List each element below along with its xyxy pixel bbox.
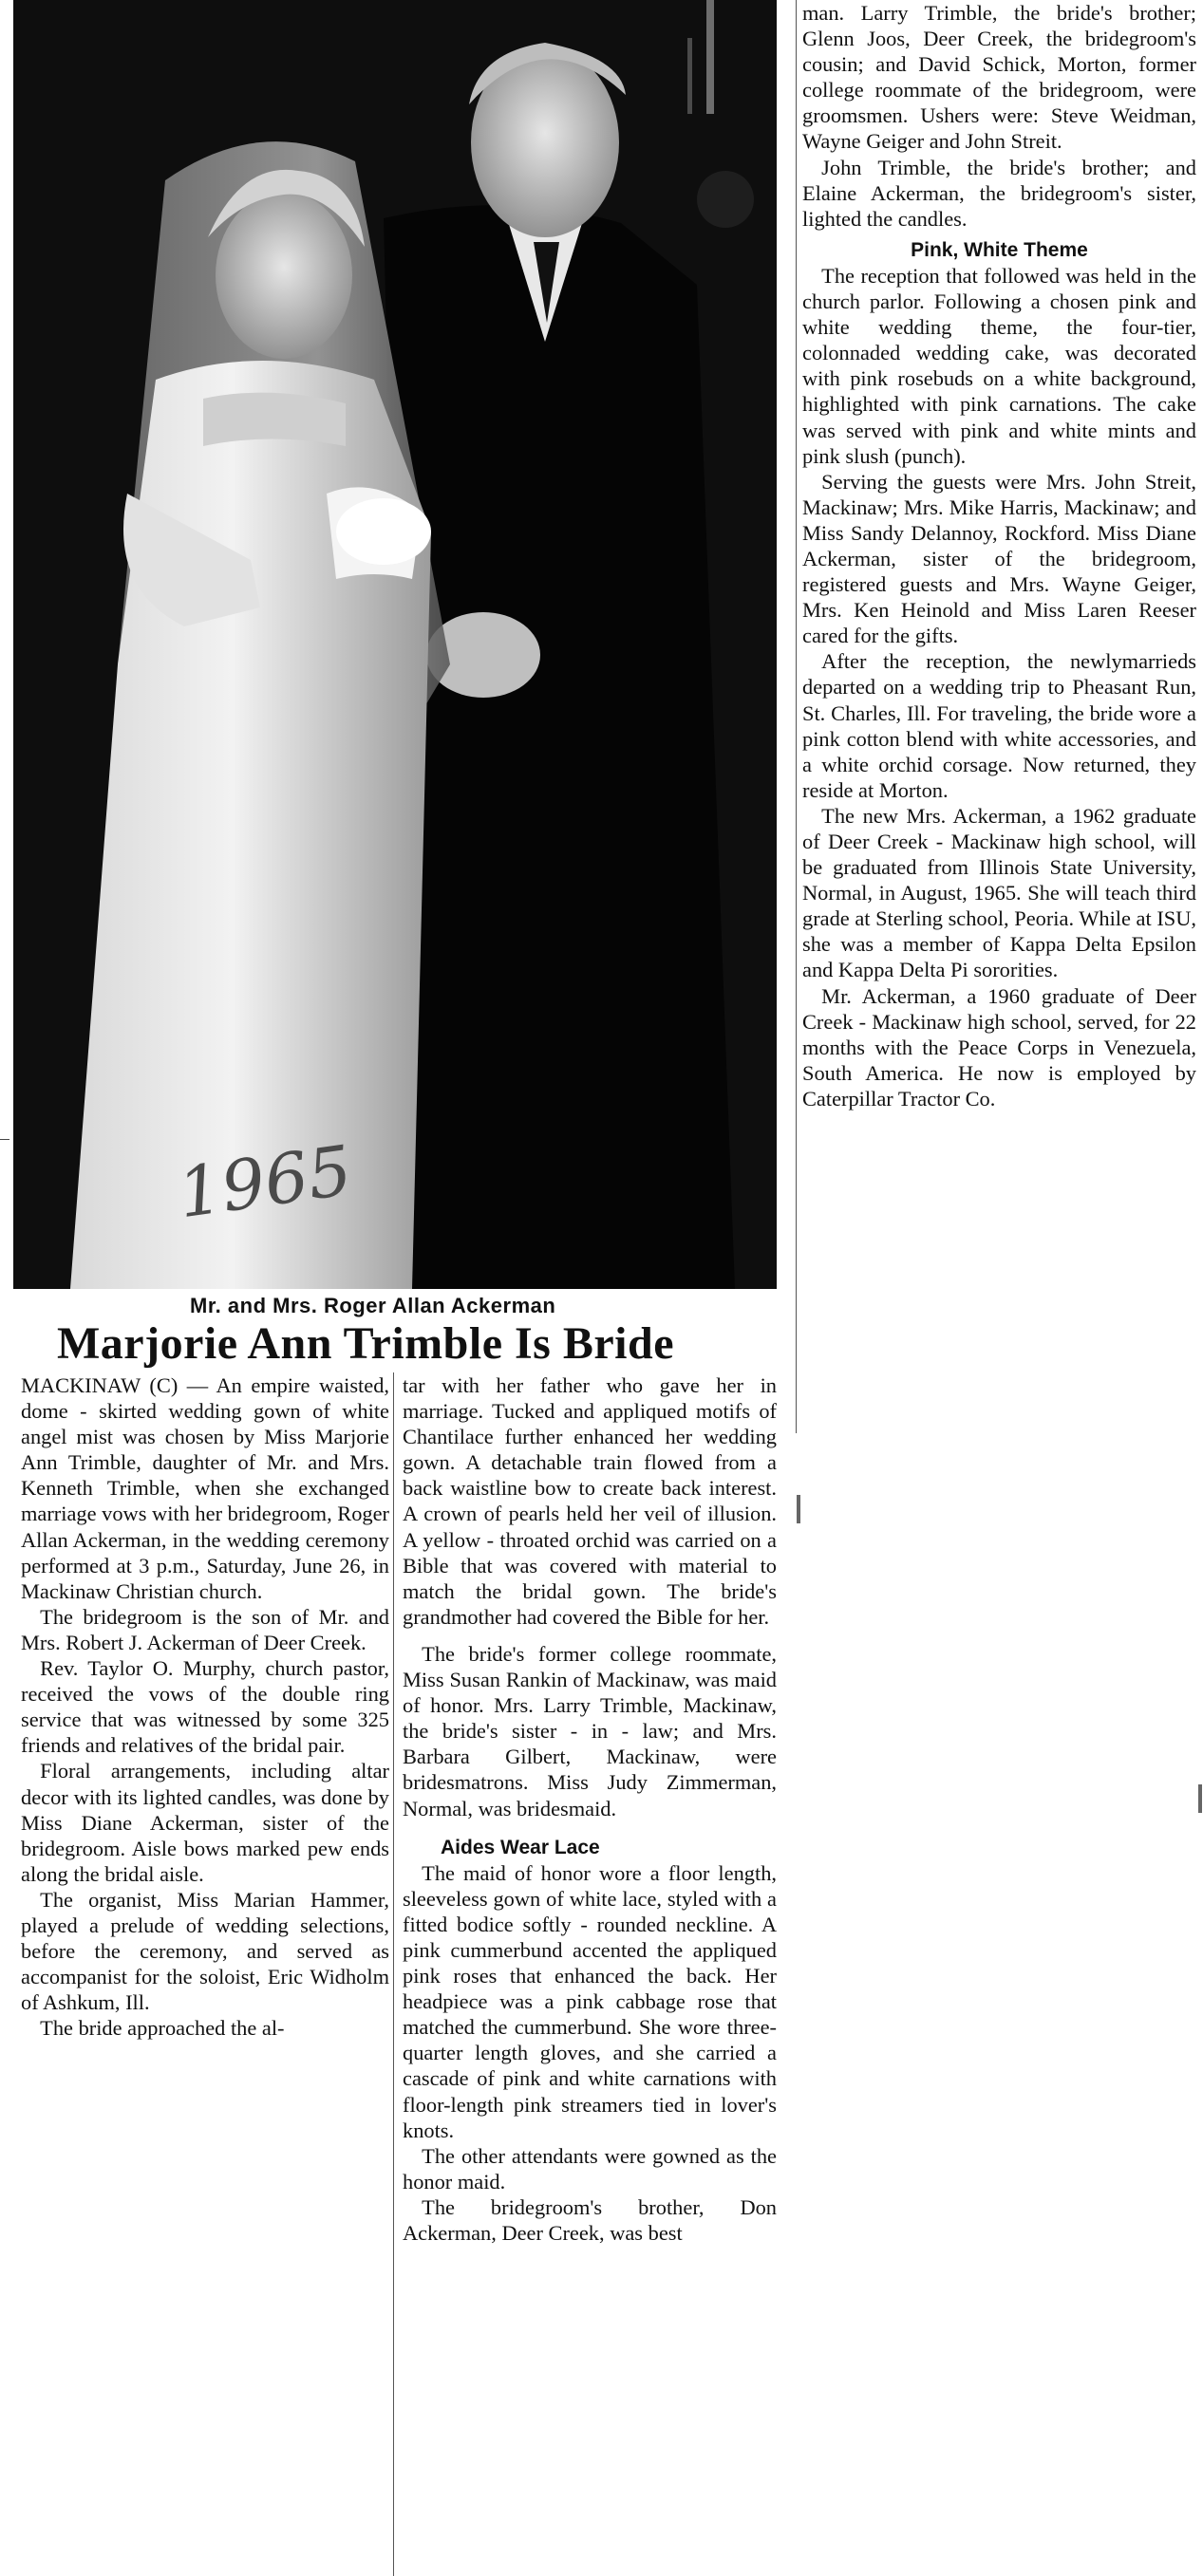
paragraph: The maid of honor wore a floor length, sleeveless gown of white lace, styled with a fitted bodice softly - rounded neckline. A pink cummerbund accented the appliqued pink roses that enhanced the back. Her headpiece was a pink cabbage rose that matched the cummerbund. She wore three-quarter length gloves, and she carried a cascade of pink and white carnations with floor-length pink streamers tied in lover's knots. (403, 1860, 777, 2142)
paragraph: The bridegroom is the son of Mr. and Mrs. Robert J. Ackerman of Deer Creek. (21, 1604, 389, 1654)
paragraph: The organist, Miss Marian Hammer, played a prelude of wedding selections, before the ceremony, and served as accompanist for the soloist, Eric Widholm of Ashkum, Ill. (21, 1887, 389, 2015)
wedding-photo-illustration (13, 0, 777, 1289)
paragraph: man. Larry Trimble, the bride's brother; Glenn Joos, Deer Creek, the bridegroom's cousin; and David Schick, Morton, former college roommate of the bridegroom, were groomsmen. Ushers were: Steve Weidman, Wayne Geiger and John Streit. (802, 1, 1196, 154)
paragraph: The bride approached the al- (40, 2016, 285, 2041)
gutter-mark (1198, 1784, 1202, 1813)
subhead: Pink, White Theme (911, 238, 1088, 261)
paragraph: The new Mrs. Ackerman, a 1962 graduate of Deer Creek - Mackinaw high school, will be graduated from Illinois State University, Normal, in August, 1965. She will teach third grade at Sterling school, Peoria. While at ISU, she was a member of Kappa Delta Epsilon and Kappa Delta Pi sororities. (802, 803, 1196, 982)
paragraph: John Trimble, the bride's brother; and Elaine Ackerman, the bridegroom's sister, lighted the candles. (802, 155, 1196, 231)
margin-tick (0, 1139, 9, 1140)
paragraph: Rev. Taylor O. Murphy, church pastor, received the vows of the double ring service that was witnessed by some 325 friends and relatives of the bridal pair. (21, 1656, 389, 1758)
subhead: Aides Wear Lace (441, 1836, 600, 1858)
paragraph: Mr. Ackerman, a 1960 graduate of Deer Creek - Mackinaw high school, served, for 22 months with the Peace Corps in Venezuela, South America. He now is employed by Caterpillar Tractor Co. (802, 983, 1196, 1111)
handwritten-year: 1965 (173, 1129, 357, 1234)
photo-caption: Mr. and Mrs. Roger Allan Ackerman (190, 1294, 556, 1317)
paragraph: The reception that followed was held in the church parlor. Following a chosen pink and white wedding theme, the four-tier, colonnaded wedding cake, was decorated with pink rosebuds on a white background, highlighted with pink carnations. The cake was served with pink and white mints and pink slush (punch). (802, 263, 1196, 468)
paragraph: The other attendants were gowned as the honor maid. (403, 2143, 777, 2193)
paragraph: Floral arrangements, including altar decor with its lighted candles, was done by Miss Diane Ackerman, sister of the bridegroom. Aisle bows marked pew ends along the bridal aisle. (21, 1759, 389, 1886)
article-column-3 (802, 0, 1196, 1111)
paragraph: After the reception, the newlymarrieds departed on a wedding trip to Pheasant Run, St. Charles, Ill. For traveling, the bride wore a pink cotton blend with white accessories, and a white orchid corsage. Now returned, they reside at Morton. (802, 649, 1196, 802)
article-column-2 (403, 1372, 777, 2246)
wedding-photo (13, 0, 777, 1289)
article-column-1 (21, 1372, 389, 2041)
column-rule (796, 0, 797, 1433)
gutter-mark (797, 1495, 800, 1523)
paragraph: The bridegroom's brother, Don Ackerman, Deer Creek, was best (403, 2194, 777, 2245)
paragraph: tar with her father who gave her in marriage. Tucked and appliqued motifs of Chantilace further enhanced her wedding gown. A detachable train flowed from a back waistline bow to create back interest. A crown of pearls held her veil of illusion. A yellow - throated orchid was carried on a Bible that was covered with material to match the bridal gown. The bride's grandmother had covered the Bible for her. (403, 1373, 777, 1629)
headline: Marjorie Ann Trimble Is Bride (57, 1318, 675, 1369)
column-rule (393, 1372, 394, 2576)
paragraph: MACKINAW (C) — An empire waisted, dome - skirted wedding gown of white angel mist was chosen by Miss Marjorie Ann Trimble, daughter of Mr. and Mrs. Kenneth Trimble, when she exchanged marriage vows with her bridegroom, Roger Allan Ackerman, in the wedding ceremony performed at 3 p.m., Saturday, June 26, in Mackinaw Christian church. (21, 1373, 389, 1603)
paragraph: The bride's former college roommate, Miss Susan Rankin of Mackinaw, was maid of honor. Mrs. Larry Trimble, Mackinaw, the bride's sister - in - law; and Mrs. Barbara Gilbert, Mackinaw, were bridesmatrons. Miss Judy Zimmerman, Normal, was bridesmaid. (403, 1641, 777, 1820)
paragraph: Serving the guests were Mrs. John Streit, Mackinaw; Mrs. Mike Harris, Mackinaw; and Miss Sandy Delannoy, Rockford. Miss Diane Ackerman, sister of the bridegroom, registered guests and Mrs. Wayne Geiger, Mrs. Ken Heinold and Miss Laren Reeser cared for the gifts. (802, 469, 1196, 648)
